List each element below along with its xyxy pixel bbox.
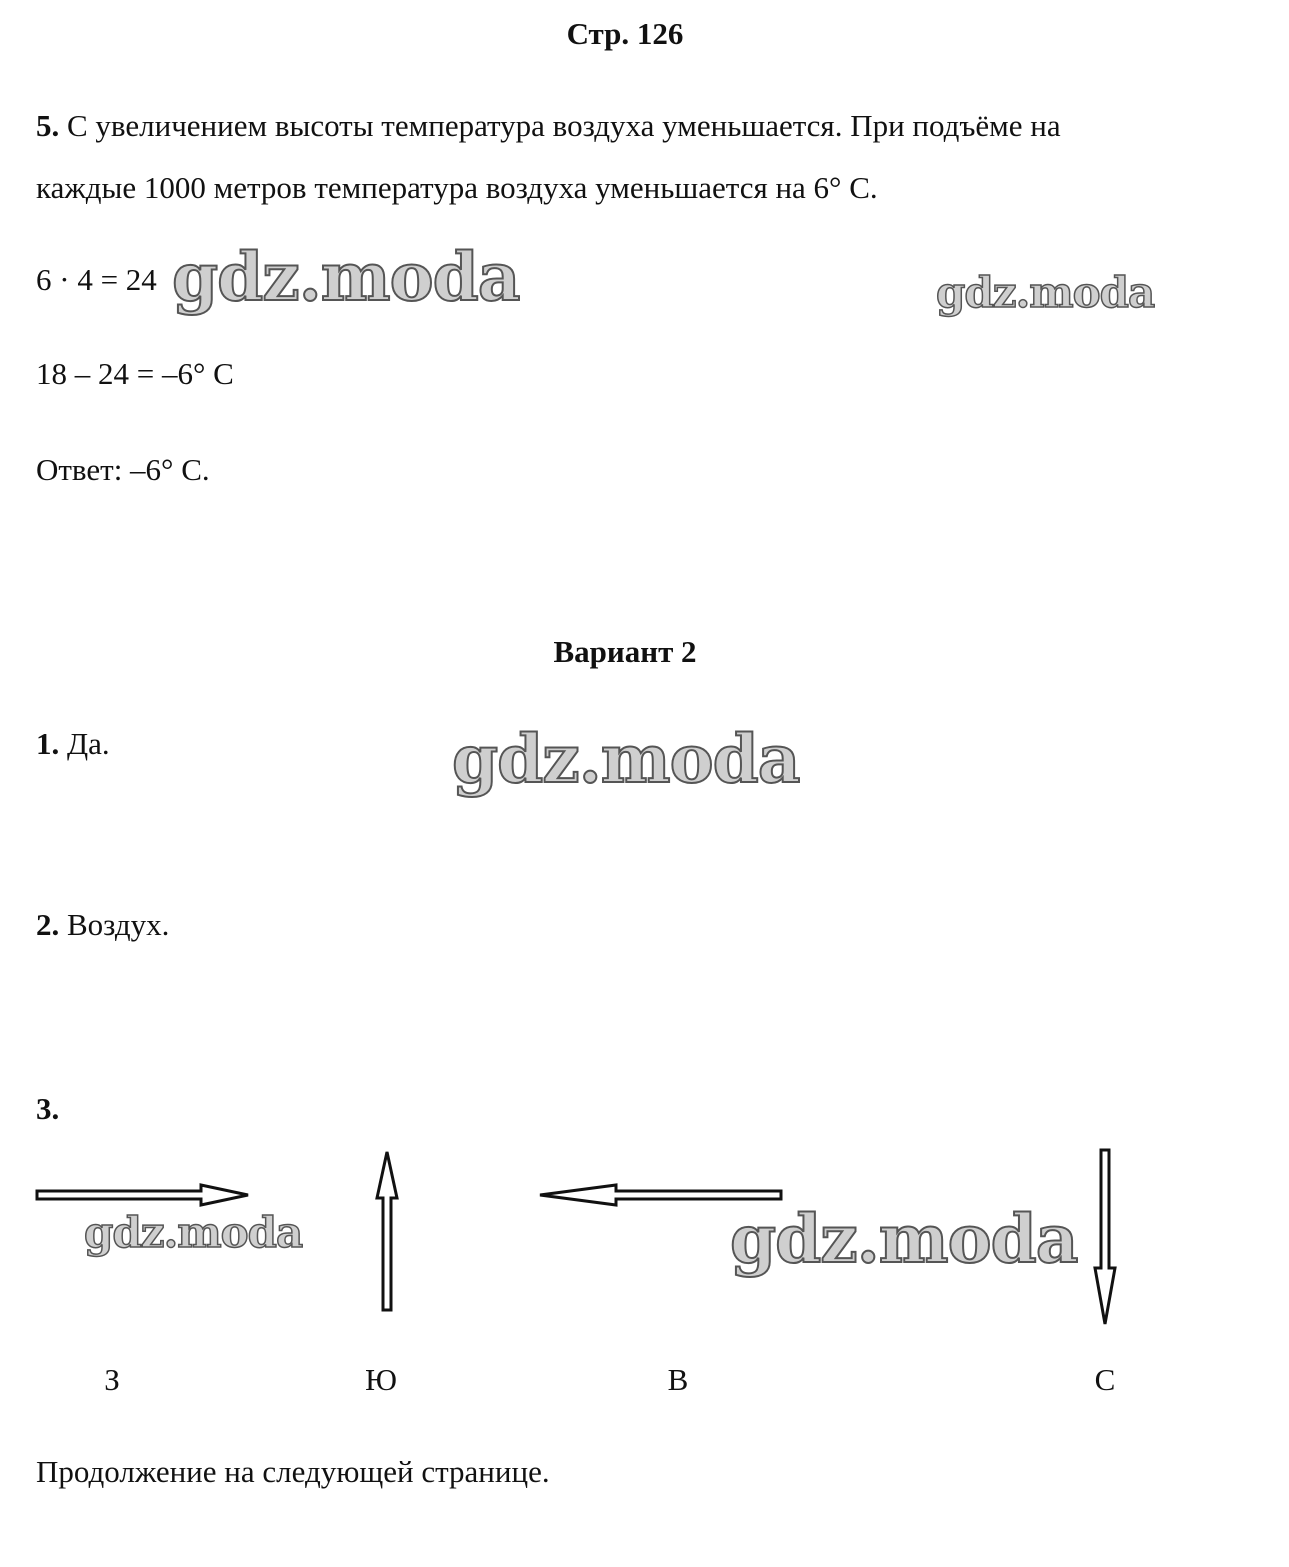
task5-line1 (36, 108, 1061, 144)
task5-calc2: 18 – 24 = –6° С (36, 356, 234, 391)
page-title: Стр. 126 (566, 16, 684, 51)
item-3 (36, 1091, 59, 1127)
item-2 (36, 907, 169, 943)
item-3-number: 3. (36, 1091, 60, 1126)
footer-text: Продолжение на следующей странице. (36, 1454, 550, 1489)
task5-calc1: 6 · 4 = 24 (36, 262, 157, 297)
item-1-text: Да. (59, 726, 110, 761)
watermark-5: gdz.moda (730, 1200, 1078, 1278)
arrow-down-icon (1092, 1148, 1118, 1326)
label-north: С (1094, 1362, 1116, 1397)
label-south: Ю (365, 1362, 397, 1397)
item-2-text: Воздух. (59, 907, 170, 942)
watermark-3: gdz.moda (452, 720, 800, 798)
item-1-number: 1. (36, 726, 60, 761)
task5-answer: Ответ: –6° С. (36, 452, 210, 487)
watermark-1: gdz.moda (172, 238, 520, 316)
label-west: З (104, 1362, 120, 1397)
label-east: В (667, 1362, 689, 1397)
variant-heading: Вариант 2 (553, 634, 697, 669)
watermark-4: gdz.moda (84, 1208, 303, 1257)
item-2-number: 2. (36, 907, 60, 942)
arrow-up-icon (374, 1150, 400, 1312)
arrow-right-icon (36, 1183, 251, 1207)
watermark-2: gdz.moda (936, 268, 1155, 317)
task5-line1-text: С увеличением высоты температура воздуха уменьшается. При подъёме на (67, 108, 1061, 143)
item-1 (36, 726, 110, 762)
task5-line2: каждые 1000 метров температура воздуха уменьшается на 6° С. (36, 170, 878, 205)
task5-number: 5. (36, 108, 60, 143)
